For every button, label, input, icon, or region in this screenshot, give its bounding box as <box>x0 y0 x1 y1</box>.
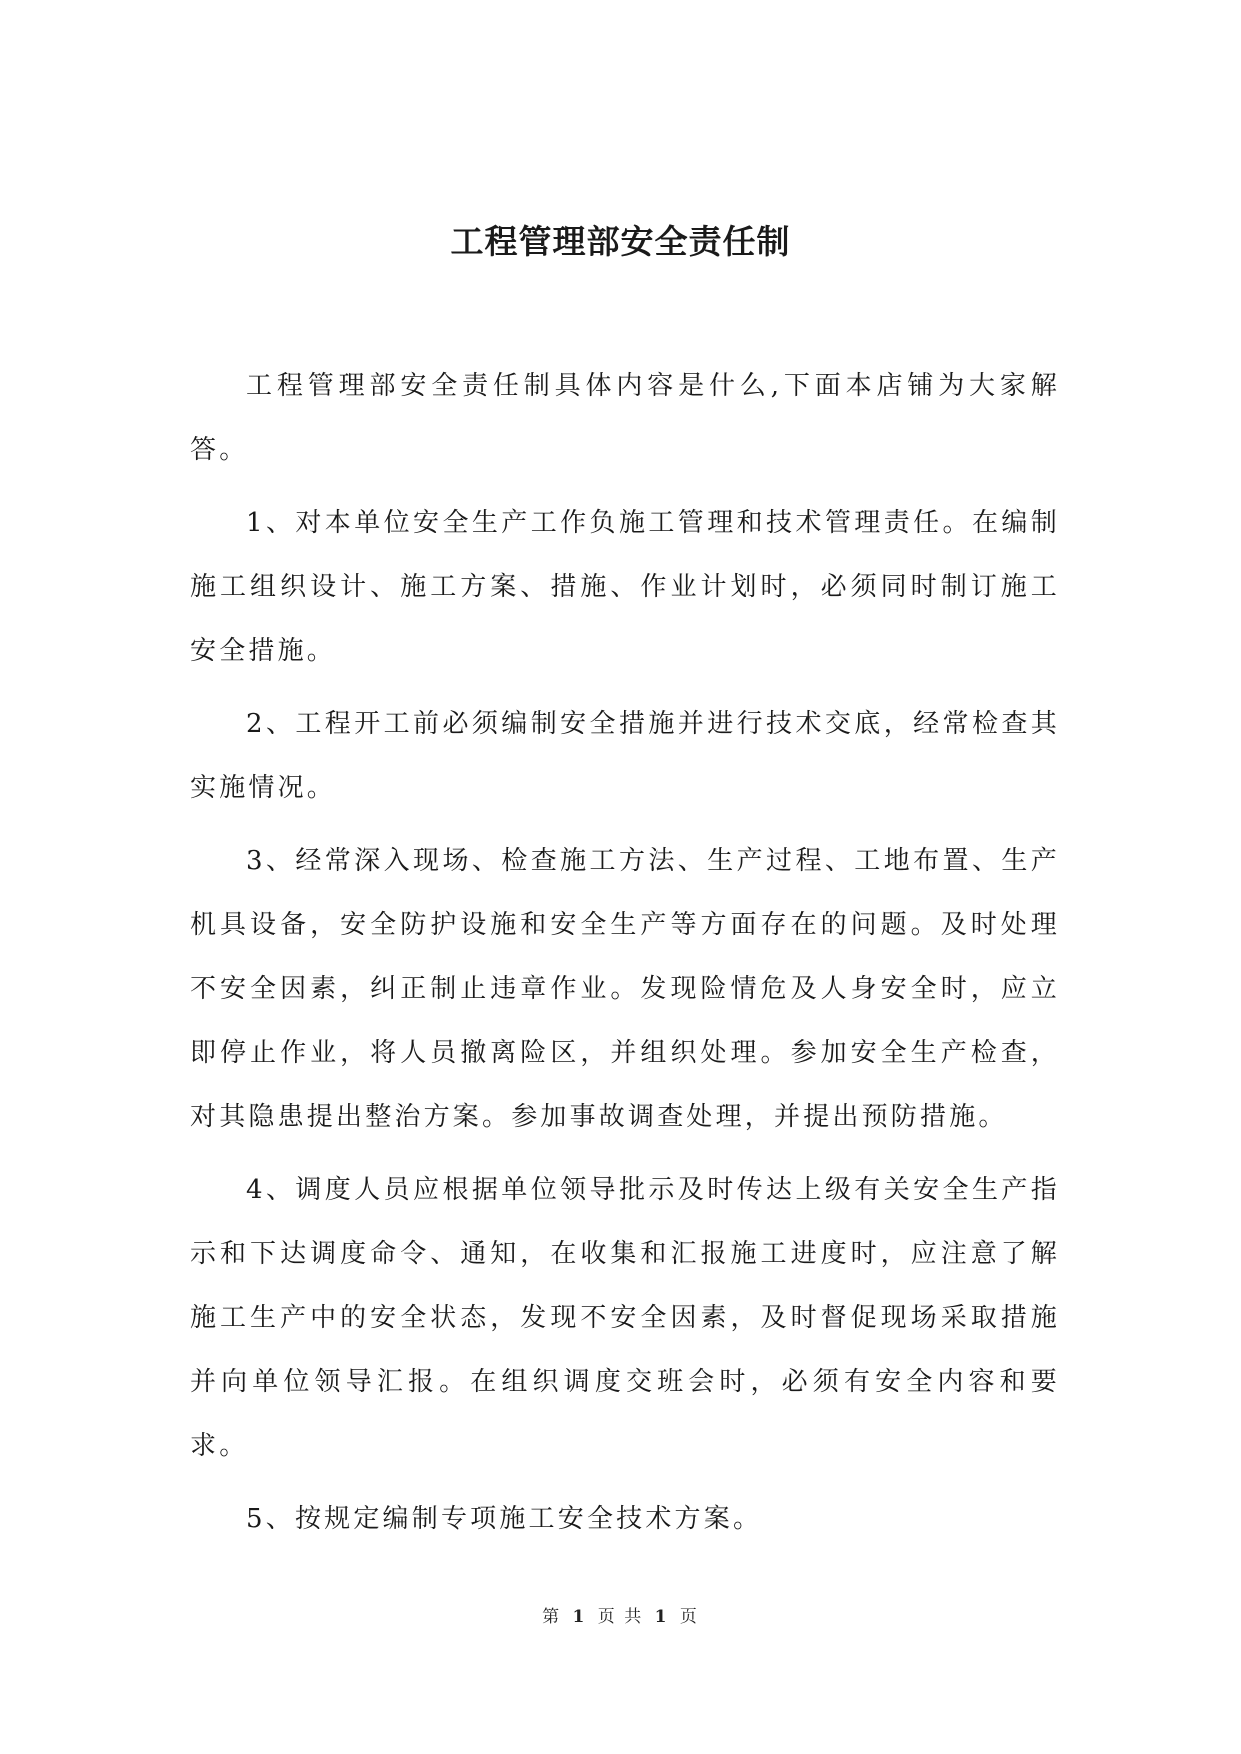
clause-5-paragraph: 5、按规定编制专项施工安全技术方案。 <box>246 1504 763 1534</box>
page-footer <box>0 1602 1241 1627</box>
intro-paragraph: 工程管理部安全责任制具体内容是什么,下面本店铺为大家解答。 <box>190 371 1060 465</box>
current-page-number: 1 <box>572 1607 587 1627</box>
footer-prefix: 第 <box>542 1607 562 1627</box>
clause-2-paragraph: 2、工程开工前必须编制安全措施并进行技术交底，经常检查其实施情况。 <box>190 709 1060 803</box>
footer-middle: 页 共 <box>597 1607 644 1627</box>
clause-4-paragraph: 4、调度人员应根据单位领导批示及时传达上级有关安全生产指示和下达调度命令、通知，在收集和汇报施工进度时，应注意了解施工生产中的安全状态，发现不安全因素，及时督促现场采取措施并向单位领导汇报。在组织调度交班会时，必须有安全内容和要求。 <box>190 1175 1060 1461</box>
total-page-number: 1 <box>654 1607 669 1627</box>
clause-3-paragraph: 3、经常深入现场、检查施工方法、生产过程、工地布置、生产机具设备，安全防护设施和安全生产等方面存在的问题。及时处理不安全因素，纠正制止违章作业。发现险情危及人身安全时，应立即停止作业，将人员撤离险区，并组织处理。参加安全生产检查，对其隐患提出整治方案。参加事故调查处理，并提出预防措施。 <box>190 846 1060 1132</box>
clause-1-paragraph: 1、对本单位安全生产工作负施工管理和技术管理责任。在编制施工组织设计、施工方案、措施、作业计划时，必须同时制订施工安全措施。 <box>190 508 1060 666</box>
footer-suffix: 页 <box>679 1607 699 1627</box>
document-body <box>190 354 1060 1560</box>
document-title: 工程管理部安全责任制 <box>450 222 791 261</box>
